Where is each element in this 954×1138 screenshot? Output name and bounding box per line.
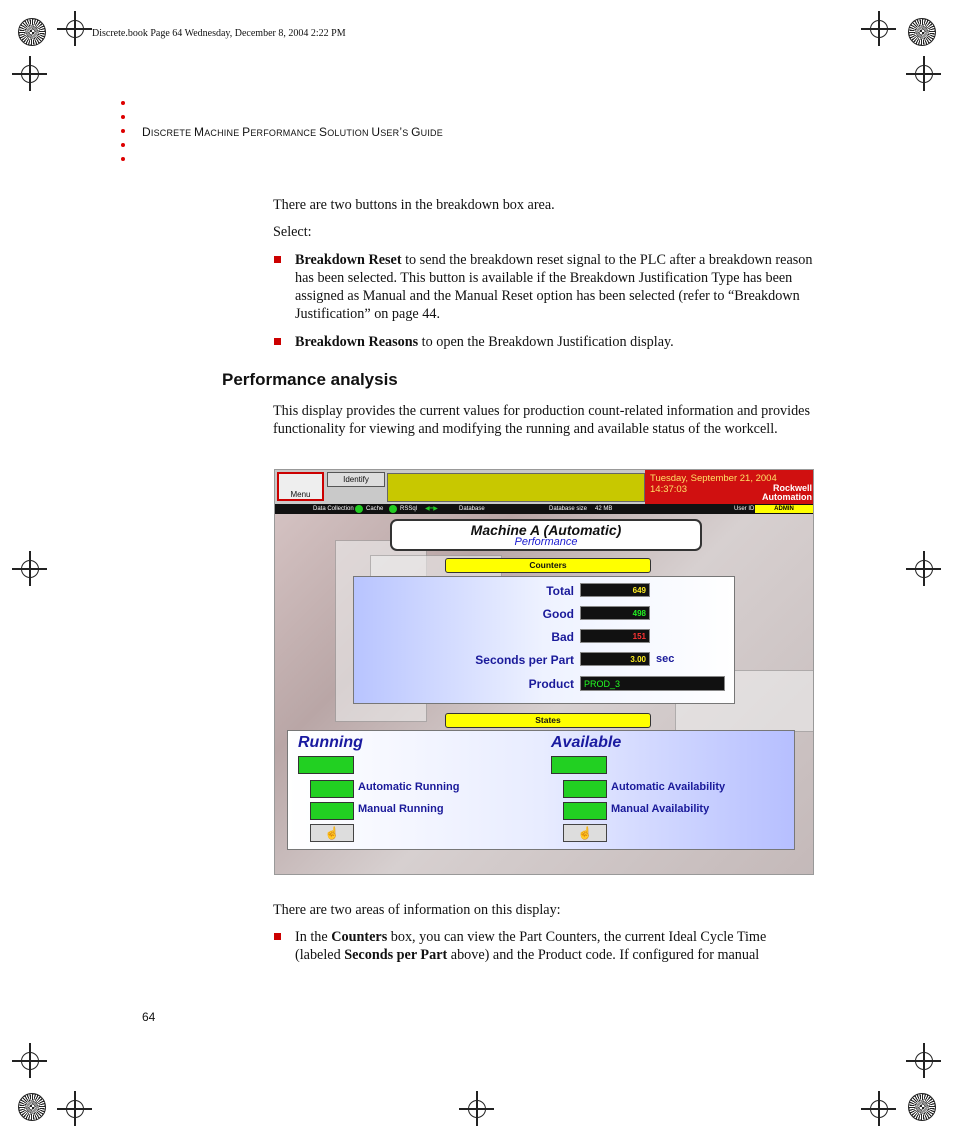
side-dot (121, 101, 125, 105)
side-dot (121, 157, 125, 161)
manual-running-label: Manual Running (358, 803, 444, 815)
total-value: 649 (580, 583, 650, 597)
guide-title-part: SER (380, 128, 400, 138)
bad-value: 151 (580, 629, 650, 643)
product-label: Product (528, 677, 574, 691)
counters-box (353, 576, 735, 704)
top-bar (275, 470, 814, 504)
cache-label: Cache (366, 506, 384, 512)
guide-title (142, 125, 443, 139)
user-id: ADMIN (755, 505, 813, 513)
date-time-panel (645, 470, 814, 504)
identify-button[interactable]: Identify (327, 472, 385, 487)
guide-title-part: M (193, 125, 205, 139)
guide-title-part: UIDE (420, 128, 443, 138)
guide-title-part: ERFORMANCE (250, 128, 320, 138)
date: Tuesday, September 21, 2004 (650, 473, 777, 484)
database-label: Database (459, 506, 485, 512)
total-label: Total (546, 584, 574, 598)
product-value: PROD_3 (580, 676, 725, 691)
states-label: States (445, 713, 651, 728)
performance-screenshot (274, 469, 814, 875)
data-collection-label: Data Collection (313, 506, 354, 512)
automatic-running-button[interactable] (310, 780, 354, 798)
good-value: 498 (580, 606, 650, 620)
guide-title-part: ISCRETE (150, 128, 194, 138)
bullet-bold: Breakdown Reset (295, 252, 402, 268)
automatic-availability-label: Automatic Availability (611, 781, 726, 793)
message-area (387, 473, 645, 502)
available-state-button[interactable] (551, 756, 607, 774)
db-size: 42 MB (595, 506, 613, 512)
bullet-text: above) and the Product code. If configured for manual (447, 947, 760, 963)
registration-starburst-bl (18, 1093, 46, 1121)
guide-title-part: P (242, 125, 251, 139)
rssql-label: RSSql (400, 506, 418, 512)
seconds-per-part-value: 3.00 (580, 652, 650, 666)
bullet-marker (274, 338, 281, 345)
bullet-text: to send the breakdown reset signal to the PLC after a breakdown reason has been selected. This button is available if the Breakdown Justification Type has been assigned as Manual and the Manual Reset option has been selected (refer to “Breakdown Justification” on page 44. (295, 252, 813, 322)
performance-paragraph: This display provides the current values for production count-related information and provides functionality for viewing and modifying the running and available status of the workcell. (273, 403, 811, 437)
good-label: Good (542, 607, 574, 621)
status-bar (275, 504, 814, 514)
guide-title-part: ’ (399, 125, 403, 139)
manual-availability-button[interactable] (563, 802, 607, 820)
db-size-label: Database size (549, 506, 588, 512)
registration-mark (66, 1100, 84, 1118)
side-dot (121, 129, 125, 133)
available-title: Available (551, 734, 622, 751)
select-paragraph: Select: (273, 224, 312, 240)
registration-mark (21, 1052, 39, 1070)
screen-subtitle: Performance (514, 536, 578, 548)
logo-line1: Rockwell (772, 483, 812, 493)
section-heading: Performance analysis (222, 370, 398, 389)
hand-icon: ☝ (324, 826, 340, 840)
bullet-breakdown-reasons (273, 333, 813, 351)
guide-title-part: D (142, 125, 151, 139)
automatic-running-label: Automatic Running (358, 781, 460, 793)
seconds-unit: sec (656, 653, 675, 665)
bullet-text: box, you can view the Part Counters, the current Ideal Cycle Time (labeled (295, 929, 767, 963)
seconds-per-part-label: Seconds per Part (475, 653, 574, 667)
registration-mark (870, 20, 888, 38)
machine-title: Machine A (Automatic) (470, 522, 622, 538)
guide-title-part: OLUTION (327, 128, 372, 138)
database-arrow-icon: ◀━▶ (425, 506, 438, 512)
registration-mark (468, 1100, 486, 1118)
counters-label: Counters (445, 558, 651, 573)
intro-paragraph: There are two buttons in the breakdown box area. (273, 197, 555, 213)
registration-starburst-tl (18, 18, 46, 46)
bullet-counters (273, 928, 813, 964)
bad-label: Bad (551, 630, 574, 644)
registration-mark (915, 560, 933, 578)
running-hand-button[interactable] (310, 824, 354, 842)
page-number: 64 (142, 1010, 156, 1024)
registration-starburst-br (908, 1093, 936, 1121)
bullet-bold: Breakdown Reasons (295, 334, 419, 350)
menu-button[interactable] (277, 472, 324, 501)
cache-led-icon (355, 505, 363, 513)
states-box (287, 730, 795, 850)
guide-title-part: S (402, 128, 412, 138)
registration-mark (915, 1052, 933, 1070)
areas-paragraph: There are two areas of information on this display: (273, 902, 561, 918)
manual-availability-label: Manual Availability (611, 803, 710, 815)
side-dot (121, 143, 125, 147)
registration-mark (915, 65, 933, 83)
registration-mark (66, 20, 84, 38)
running-title: Running (298, 734, 363, 751)
registration-mark (21, 560, 39, 578)
registration-starburst-tr (908, 18, 936, 46)
book-meta: Discrete.book Page 64 Wednesday, December 8, 2004 2:22 PM (92, 28, 346, 39)
menu-label: Menu (290, 490, 311, 499)
available-hand-button[interactable] (563, 824, 607, 842)
screen-title (390, 519, 702, 551)
hand-icon: ☝ (577, 826, 593, 840)
guide-title-part: S (319, 125, 328, 139)
time: 14:37:03 (650, 484, 687, 495)
guide-title-part: ACHINE (204, 128, 243, 138)
bullet-marker (274, 933, 281, 940)
manual-running-button[interactable] (310, 802, 354, 820)
guide-title-part: G (411, 125, 421, 139)
registration-mark (870, 1100, 888, 1118)
bullet-text: In the (295, 929, 332, 945)
rssql-led-icon (389, 505, 397, 513)
bullet-bold: Seconds per Part (344, 947, 448, 963)
bullet-text: to open the Breakdown Justification display. (418, 334, 674, 350)
bullet-marker (274, 256, 281, 263)
user-id-label: User ID (734, 506, 755, 512)
running-state-button[interactable] (298, 756, 354, 774)
bullet-breakdown-reset (273, 251, 813, 323)
bullet-bold: Counters (331, 929, 388, 945)
rockwell-logo (762, 484, 812, 502)
registration-mark (21, 65, 39, 83)
guide-title-part: U (371, 125, 381, 139)
logo-line2: Automation (762, 492, 812, 502)
automatic-availability-button[interactable] (563, 780, 607, 798)
side-dot (121, 115, 125, 119)
